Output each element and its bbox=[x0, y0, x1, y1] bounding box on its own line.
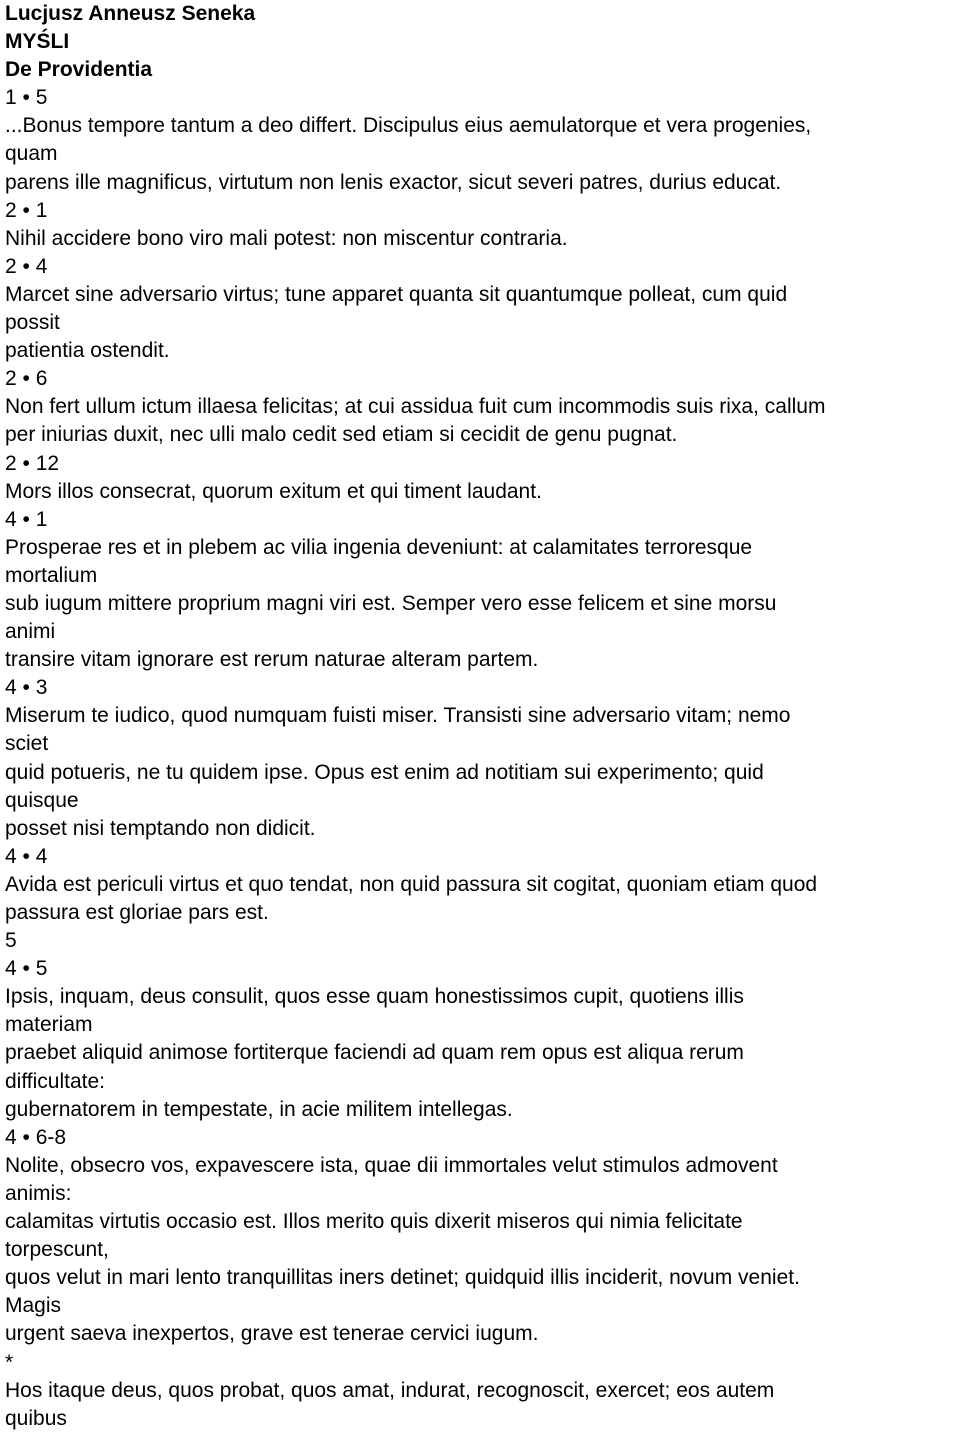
text-line: Miserum te iudico, quod numquam fuisti miser. Transisti sine adversario vitam; nemo bbox=[5, 704, 791, 728]
text-line: 1 • 5 bbox=[5, 86, 48, 110]
text-line: 4 • 1 bbox=[5, 507, 48, 531]
text-line: 2 • 12 bbox=[5, 451, 60, 475]
text-line: mortalium bbox=[5, 563, 98, 587]
text-line: Prosperae res et in plebem ac vilia ingenia deveniunt: at calamitates terroresque bbox=[5, 535, 753, 559]
text-line: sciet bbox=[5, 732, 49, 756]
text-line: animi bbox=[5, 620, 56, 644]
text-line: difficultate: bbox=[5, 1069, 106, 1093]
text-line: Magis bbox=[5, 1294, 62, 1318]
text-line: Avida est periculi virtus et quo tendat, non quid passura sit cogitat, quoniam etiam quod bbox=[5, 872, 818, 896]
text-line: 4 • 3 bbox=[5, 676, 48, 700]
text-line: praebet aliquid animose fortiterque faciendi ad quam rem opus est aliqua rerum bbox=[5, 1041, 744, 1065]
text-line: 2 • 4 bbox=[5, 254, 48, 278]
text-line: transire vitam ignorare est rerum naturae alteram partem. bbox=[5, 648, 539, 672]
text-line: animis: bbox=[5, 1181, 72, 1205]
text-line: 4 • 6-8 bbox=[5, 1125, 67, 1149]
text-line: Marcet sine adversario virtus; tune apparet quanta sit quantumque polleat, cum quid bbox=[5, 282, 788, 306]
text-line: possit bbox=[5, 311, 60, 335]
text-line: Nihil accidere bono viro mali potest: non miscentur contraria. bbox=[5, 226, 568, 250]
text-line: quos velut in mari lento tranquillitas iners detinet; quidquid illis inciderit, novum veniet. bbox=[5, 1266, 800, 1290]
text-line: sub iugum mittere proprium magni viri est. Semper vero esse felicem et sine morsu bbox=[5, 591, 777, 615]
text-line: Hos itaque deus, quos probat, quos amat, indurat, recognoscit, exercet; eos autem bbox=[5, 1378, 775, 1402]
text-line: calamitas virtutis occasio est. Illos merito quis dixerit miseros qui nimia felicitate bbox=[5, 1210, 743, 1234]
text-line: Mors illos consecrat, quorum exitum et qui timent laudant. bbox=[5, 479, 542, 503]
text-line: passura est gloriae pars est. bbox=[5, 901, 269, 924]
heading-line: De Providentia bbox=[5, 58, 153, 82]
text-line: quisque bbox=[5, 788, 79, 812]
heading-line: MYŚLI bbox=[5, 30, 70, 54]
text-line: 4 • 5 bbox=[5, 957, 48, 981]
text-line: quibus bbox=[5, 1406, 67, 1430]
text-line: 5 bbox=[5, 929, 17, 953]
text-line: torpescunt, bbox=[5, 1238, 109, 1262]
text-line: posset nisi temptando non didicit. bbox=[5, 816, 316, 840]
text-line: gubernatorem in tempestate, in acie militem intellegas. bbox=[5, 1097, 513, 1121]
text-line: urgent saeva inexpertos, grave est tenerae cervici iugum. bbox=[5, 1322, 539, 1346]
text-line: 4 • 4 bbox=[5, 844, 48, 868]
text-line: quid potueris, ne tu quidem ipse. Opus est enim ad notitiam sui experimento; quid bbox=[5, 760, 764, 784]
heading-line: Lucjusz Anneusz Seneka bbox=[5, 2, 256, 25]
text-line: Ipsis, inquam, deus consulit, quos esse quam honestissimos cupit, quotiens illis bbox=[5, 985, 744, 1009]
text-line: per iniurias duxit, nec ulli malo cedit sed etiam si cecidit de genu pugnat. bbox=[5, 423, 678, 447]
text-line: materiam bbox=[5, 1013, 93, 1037]
text-line: patientia ostendit. bbox=[5, 339, 170, 363]
text-line: quam bbox=[5, 142, 58, 166]
text-line: 2 • 1 bbox=[5, 198, 48, 222]
text-line: parens ille magnificus, virtutum non lenis exactor, sicut severi patres, durius educat. bbox=[5, 170, 782, 194]
text-line: Non fert ullum ictum illaesa felicitas; at cui assidua fuit cum incommodis suis rixa, callum bbox=[5, 395, 826, 419]
text-line: ...Bonus tempore tantum a deo differt. Discipulus eius aemulatorque et vera progenies, bbox=[5, 114, 812, 138]
text-line: 2 • 6 bbox=[5, 367, 48, 391]
text-line: Nolite, obsecro vos, expavescere ista, quae dii immortales velut stimulos admovent bbox=[5, 1153, 778, 1177]
text-line: * bbox=[5, 1350, 14, 1374]
